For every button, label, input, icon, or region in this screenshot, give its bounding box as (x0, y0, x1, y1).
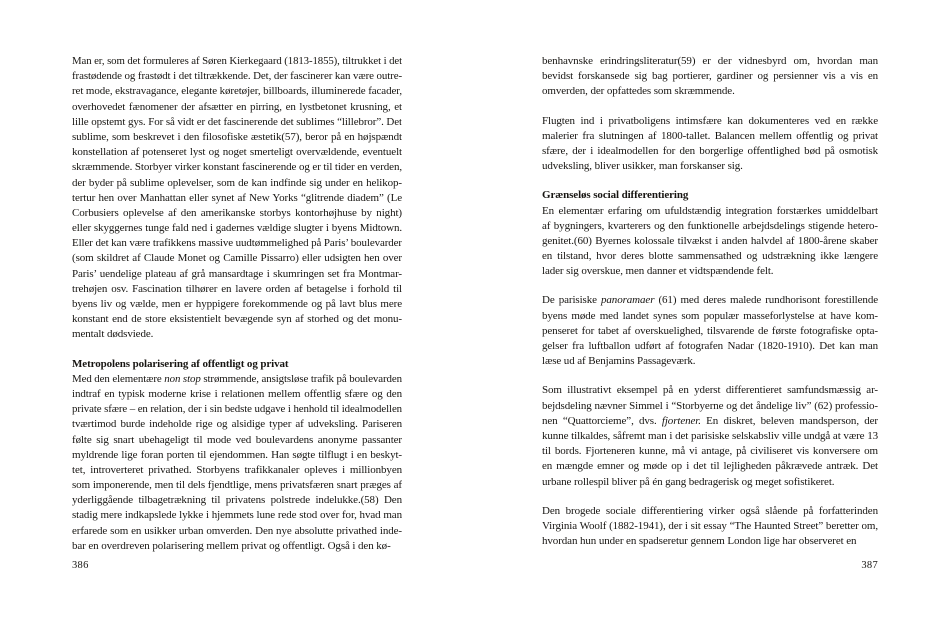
text-line (542, 293, 878, 308)
text-run: kunne tilkaldes, såfremt man i det parisiske selskabsliv ville undgå at være 13 (542, 429, 878, 442)
text-line (72, 387, 402, 402)
text-run: genitet.(60) Byernes kolossale tilvækst i anden halvdel af 1800-årene skaber (542, 234, 878, 247)
text-run: De parisiske (542, 294, 601, 307)
text-run: bejdsdeling nævner Simmel i “Storbyerne og det åndelige liv” (62) professio- (542, 399, 878, 412)
text-run: (61) med deres malede rundhorisont forestillende (654, 294, 878, 307)
paragraph (542, 204, 878, 280)
text-line (542, 339, 878, 354)
text-line (72, 54, 402, 69)
paragraph (72, 372, 402, 554)
text-run: bar en overdreven polarisering mellem privat og offentligt. Også i den kø- (72, 539, 391, 552)
text-line (72, 297, 402, 312)
page-number-right: 387 (861, 560, 878, 571)
text-line (72, 69, 402, 84)
text-run: tertur hen over Manhattan eller synet af New Yorks “glitrende diadem” (Le (72, 191, 402, 204)
italic-text-run: panoramaer (601, 294, 655, 307)
text-line (72, 221, 402, 236)
text-run: skræmmende. Storbyer virker konstant fascinerende og er til tider en verden, (72, 161, 402, 174)
text-run: strømmende, ansigtsløse trafik på boulevarden (200, 372, 402, 385)
text-run: gelser fra luftballon udført af fotografen Nadar (1820-1910). Det kan man (542, 340, 878, 352)
text-run: omverden, der opfattedes som skræmmende. (542, 85, 735, 98)
text-run: en mængde emner og møde op i det til lejligheden påkrævede antræk. Det (542, 460, 878, 473)
text-line (72, 524, 402, 539)
text-line (72, 327, 402, 342)
text-run: tet, introverteret privathed. Storbyens trafikkanaler opleves i millionbyen (72, 463, 402, 476)
text-run: konstellation af potenseret lyst og noget smerteligt overvældende, eventuelt (72, 146, 402, 159)
text-line (542, 444, 878, 459)
page-number-left: 386 (72, 560, 89, 571)
text-run: bevidst forskansede sig bag portierer, gardiner og persienner vis a vis en (542, 70, 878, 83)
text-line (72, 115, 402, 130)
text-run: mentalt dødsviede. (72, 328, 154, 341)
text-line (542, 504, 878, 519)
italic-text-run: non stop (164, 372, 201, 385)
text-line (72, 282, 402, 297)
text-line (542, 324, 878, 339)
text-line (542, 69, 878, 84)
text-line (542, 429, 878, 444)
text-run: eller skyggernes tunge fald ned i gadernes vældige slugter i byens Midtown. (72, 222, 402, 235)
page-left-text (72, 54, 402, 554)
text-line (542, 399, 878, 414)
text-run: Med den elementære (72, 372, 165, 385)
text-run: byens møde med landet synes som populær masseforlystelse at have kom- (542, 309, 878, 322)
section-heading (542, 188, 878, 203)
text-line (72, 145, 402, 160)
text-line (72, 191, 402, 206)
text-run: Som illustrativt eksempel på en yderst differentieret samfundsmæssig ar- (542, 384, 878, 397)
text-line (72, 372, 402, 387)
text-run: lader sig overskue, men danner et vidtspændende felt. (542, 265, 774, 278)
text-line (542, 234, 878, 249)
text-run: byens liv og vælde, men er hyppigere forekommende og på lavt blus mere (72, 298, 402, 310)
text-run: benhavnske erindringsliteratur(59) er der vidnesbyrd om, hvordan man (542, 55, 878, 67)
text-line (72, 84, 402, 99)
text-line (542, 354, 878, 369)
paragraph (542, 114, 878, 175)
text-line (72, 508, 402, 523)
text-run: Virginia Woolf (1882-1941), der i sit essay “The Haunted Street” beretter om, (542, 519, 878, 532)
text-run: følte sig snart ubehageligt til mode ved boulevardens anonyme passanter (72, 433, 402, 446)
text-line (72, 160, 402, 175)
text-line (542, 459, 878, 474)
text-run: lille opstemt gys. For så vidt er det fascinerende det sublimes “lillebror”. Det (72, 115, 402, 128)
text-run: tværtimod burde indeholde rige og alsidige typer af udveksling. Pariseren (72, 418, 402, 431)
text-line (72, 206, 402, 221)
text-line (72, 433, 402, 448)
text-run: stadig mere indkapslede lykke i hjemmets lune rede stod over for, hvad man (72, 509, 402, 522)
text-line (542, 309, 878, 324)
text-line (542, 84, 878, 99)
text-line (542, 249, 878, 264)
text-line (542, 219, 878, 234)
text-run: konstant end de store eksistentielt bevægende syn af storhed og det monu- (72, 313, 402, 326)
text-run: myldrende lige foran porten til ejendommen. Han søgte tilflugt i en beskyt- (72, 448, 402, 461)
text-line (542, 114, 878, 129)
text-run: hvordan hun under en spadseretur gennem London lige har observeret en (542, 535, 857, 548)
text-line (72, 493, 402, 508)
paragraph (542, 293, 878, 369)
text-run: trehøjen osv. Fascination tilhører en lavere orden af betagelse i forhold til (72, 282, 402, 295)
text-run: indtraf en typisk moderne krise i relationen mellem offentlig sfære og den (72, 387, 402, 400)
page-right-text (542, 54, 878, 549)
text-line (72, 267, 402, 282)
text-line (542, 383, 878, 398)
text-line (72, 463, 402, 478)
paragraph (542, 54, 878, 100)
text-run: penseret for tabet af overskuelighed, tilsvarende de første fotografiske opta- (542, 324, 878, 337)
text-run: (som skildret af Claude Monet og Camille Pissarro) eller udsigten hen over (72, 252, 402, 265)
text-run: der byder på sublime oplevelser, som de kan indfinde sig under en helikop- (72, 176, 402, 189)
paragraph (542, 504, 878, 550)
text-run: Flugten ind i privatboligens intimsfære kan dokumenteres ved en række (542, 114, 878, 127)
text-line (542, 534, 878, 549)
text-line (542, 475, 878, 490)
text-run: erfarede som en usikker urban omverden. Den nye absolutte privathed inde- (72, 524, 402, 537)
text-run: En elementær erfaring om ufuldstændig integration forstærkes umiddelbart (542, 204, 878, 217)
text-line (542, 264, 878, 279)
text-run: overhovedet fænomener der afsætter en pirring, en lystbetonet krusning, et (72, 100, 402, 113)
text-line (72, 236, 402, 251)
paragraph (72, 54, 402, 343)
text-run: en tilstand, hvor deres blotte sammensathed og udstrækning ikke længere (542, 250, 878, 263)
text-line (72, 417, 402, 432)
text-line (542, 204, 878, 219)
text-line (72, 176, 402, 191)
italic-text-run: fjortener. (661, 414, 701, 427)
text-run: frastødende og frastødt i det tiltrækkende. Det, der fascinerer kan være outre- (72, 70, 402, 83)
text-run: ret mode, ekstravagance, elegante køretøjer, billboards, illuminerede facader, (72, 85, 402, 98)
text-line (72, 478, 402, 493)
text-run: læse ud af Benjamins Passageværk. (542, 355, 696, 368)
paragraph (542, 383, 878, 489)
text-line (542, 519, 878, 534)
text-run: som imponerende, men til dels fjendtlige, mens privatsfæren snart præges af (72, 479, 402, 492)
text-line (72, 448, 402, 463)
text-run: Man er, som det formuleres af Søren Kierkegaard (1813-1855), tiltrukket i det (72, 55, 402, 67)
text-line (72, 357, 402, 372)
text-line (542, 129, 878, 144)
text-line (542, 54, 878, 69)
text-run: Eller det kan være trafikkens massive uudtømmelighed på Paris’ boulevarder (72, 237, 402, 250)
text-line (72, 539, 402, 554)
text-line (542, 144, 878, 159)
text-line (72, 402, 402, 417)
text-run: urbane rollespil bliver på én gang bedragerisk og meget sofistikeret. (542, 475, 835, 488)
text-line (72, 251, 402, 266)
section-heading (72, 357, 402, 372)
text-run: Paris’ uendelige plateau af grå mansardtage i skumringen set fra Montmar- (72, 267, 402, 280)
text-run: En diskret, beleven mandsperson, der (700, 414, 878, 427)
text-run: udveksling, bliver usikker, man forskanser sig. (542, 160, 743, 173)
text-run: til bords. Fjorteneren kunne, må vi antage, på civiliseret vis konversere om (542, 445, 878, 458)
text-line (542, 188, 878, 203)
text-run: Corbusiers oplevelse af den amerikanske storbys kontorhøjhuse by night) (72, 206, 402, 219)
text-line (72, 312, 402, 327)
text-run: af bygningers, kvarterers og den funktionelle arbejdsdelings stigende hetero- (542, 219, 878, 232)
text-line (542, 159, 878, 174)
text-run: yderliggående tilbagetrækning til privatens polstrede indelukke.(58) Den (72, 494, 402, 507)
text-run: private sfære – en relation, der i sin bedste udgave i henhold til idealmodellen (72, 403, 402, 416)
text-run: Metropolens polarisering af offentligt og privat (72, 357, 289, 370)
text-run: Den brogede sociale differentiering virker også slående på forfatterinden (542, 504, 878, 517)
text-line (542, 414, 878, 429)
text-run: nen “Quattorcieme”, dvs. (542, 414, 662, 427)
text-run: sfære, der i idealmodellen for den borgerlige offentlighed bød på osmotisk (542, 144, 878, 157)
text-run: malerier fra slutningen af 1800-tallet. Balancen mellem offentlig og privat (542, 129, 878, 142)
text-line (72, 130, 402, 145)
text-line (72, 100, 402, 115)
text-run: Grænseløs social differentiering (542, 189, 689, 202)
text-run: sublime, som beskrevet i den filosofiske æstetik(57), beror på en højspændt (72, 130, 402, 143)
